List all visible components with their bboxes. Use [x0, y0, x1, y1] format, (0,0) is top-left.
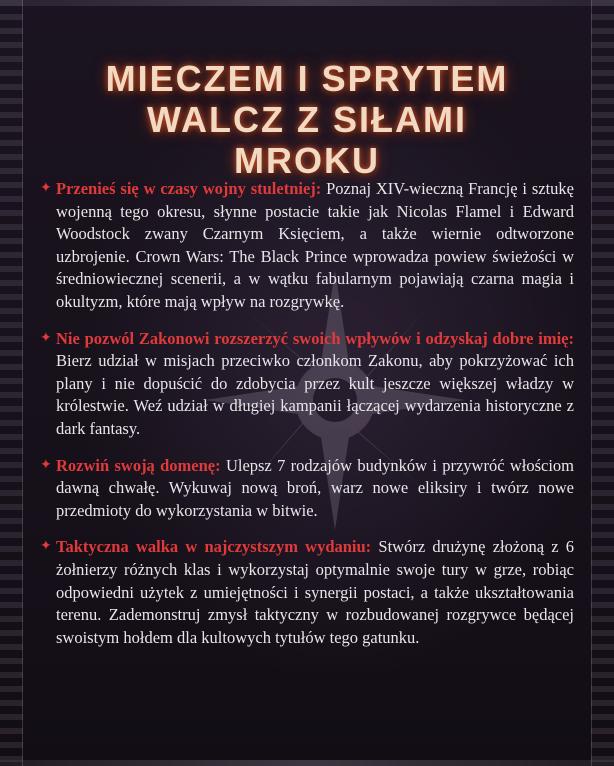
- feature-list: [40, 178, 574, 663]
- feature-heading: Taktyczna walka w najczystszym wydaniu:: [56, 537, 372, 557]
- feature-item: [40, 178, 574, 314]
- feature-heading: Rozwiń swoją domenę:: [56, 455, 221, 475]
- title-line-3: MROKU: [234, 140, 380, 182]
- title-line-1: MIECZEM I SPRYTEM: [105, 58, 509, 100]
- top-border: [0, 0, 614, 6]
- diamond-bullet-icon: ✦: [40, 330, 52, 346]
- page-title: [40, 58, 574, 181]
- feature-description: Stwórz drużynę złożoną z 6 żołnierzy różnych klas i wykorzystaj optymalnie swoje tury w grze, robiąc odpowiedni użytek z umiejętności i synergii postaci, a także ukształtowania terenu. Zademonstruj zmysł taktyczny w rozbudowanej rozgrywce będącej swoistym hołdem dla kultowych tytułów tego gatunku.: [56, 537, 575, 647]
- feature-heading: Nie pozwól Zakonowi rozszerzyć swoich wpływów i odzyskaj dobre imię:: [56, 328, 574, 348]
- bottom-border: [0, 760, 614, 766]
- feature-description: Ulepsz 7 rodzajów budynków i przywróć włościom dawną chwałę. Wykuwaj nową broń, warz nowe eliksiry i twórz nowe przedmioty do wykorzystania w bitwie.: [56, 455, 574, 520]
- feature-item: [40, 328, 574, 441]
- feature-item: [40, 455, 574, 523]
- title-line-2: WALCZ Z SIŁAMI: [147, 99, 467, 141]
- diamond-bullet-icon: ✦: [40, 181, 52, 196]
- feature-description: Poznaj XIV-wieczną Francję i sztukę wojenną tego okresu, słynne postacie takie jak Nicolas Flamel i Edward Woodstock zwany Czarnym Księciem, a także wiernie odtworzone uzbrojenie. Crown Wars: The Black Prince wprowadza powiew świeżości w średniowiecznej scenerii, a w wątku fabularnym pojawiają czarna magia i okultyzm, które mają wpływ na rozgrywkę.: [56, 179, 574, 311]
- diamond-bullet-icon: ✦: [40, 457, 52, 473]
- left-ornament-border: [0, 0, 23, 766]
- right-ornament-border: [591, 0, 614, 766]
- diamond-bullet-icon: ✦: [40, 539, 52, 555]
- feature-heading: Przenieś się w czasy wojny stuletniej:: [56, 179, 322, 198]
- feature-description: Bierz udział w misjach przeciwko członkom Zakonu, aby pokrzyżować ich plany i nie dopuścić do zdobycia przez kult jeszcze większej władzy w królestwie. Weź udział w długiej kampanii łączącej wydarzenia historyczne z dark fantasy.: [56, 351, 574, 438]
- feature-item: [40, 536, 574, 649]
